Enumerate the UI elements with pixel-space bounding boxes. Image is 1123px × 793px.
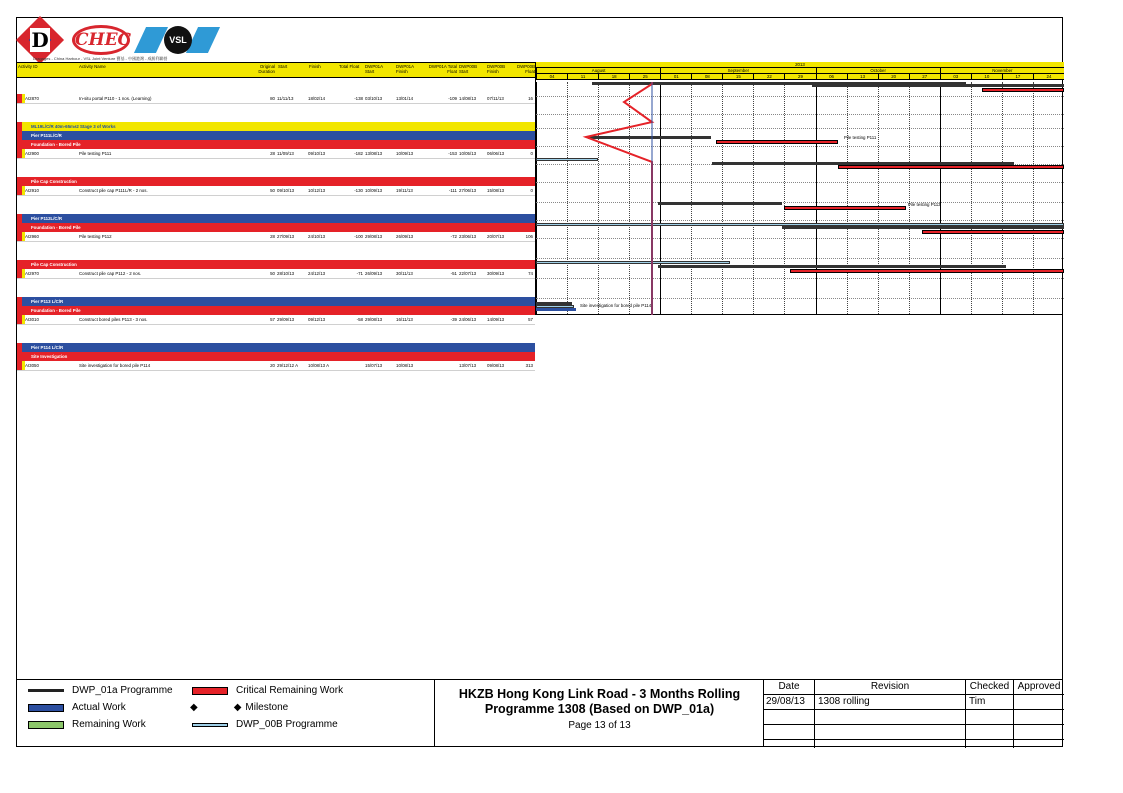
cell-f2: 15/08/13: [487, 188, 505, 193]
cell-tf1: -111: [448, 188, 457, 193]
cell-s2: 23/06/13: [459, 234, 477, 239]
cell-tf2: 313: [525, 363, 533, 368]
cell-s1: 15/07/13: [365, 363, 383, 368]
cell-start: 11/11/13: [277, 96, 294, 101]
cell-id: AI2900: [25, 151, 39, 156]
cell-finish: 10/12/13: [308, 188, 326, 193]
cell-dur: 57: [270, 317, 275, 322]
milestone-icon: ◆: [190, 702, 198, 713]
label-pile-testing-p111: Pile testing P111: [844, 135, 877, 140]
cell-dur: 50: [270, 188, 275, 193]
cell-id: AI2870: [25, 96, 39, 101]
table-row: [17, 269, 535, 279]
week-header: 22: [753, 74, 784, 79]
table-row: [17, 232, 535, 242]
cell-f2: 07/11/13: [487, 96, 504, 101]
cell-tf: -182: [354, 151, 363, 156]
revision-block: [763, 679, 1063, 747]
band-label: Pier P112L/C/R: [31, 216, 62, 221]
col-dwp00b-finish: DWP00B Finish: [487, 64, 506, 74]
group-band: [17, 343, 535, 352]
cell-f2: 20/07/13: [487, 234, 505, 239]
cell-finish: 09/10/13: [308, 151, 326, 156]
group-band: [17, 214, 535, 223]
col-start: Start: [278, 64, 288, 69]
cell-s1: 26/09/13: [365, 271, 383, 276]
week-header: 17: [1002, 74, 1033, 79]
date-header: Date: [778, 681, 800, 692]
col-dwp01a-float: DWP01A Total Float: [428, 64, 457, 74]
cell-name: Pile testing P111: [79, 151, 112, 156]
band-label: Pier P111L/C/R: [31, 133, 62, 138]
cell-f1: 19/11/13: [396, 188, 413, 193]
cell-start: 27/09/13: [277, 234, 295, 239]
cell-start: 29/09/13: [277, 317, 295, 322]
week-header: 24: [1033, 74, 1064, 79]
cell-start: 29/12/12 A: [277, 363, 298, 368]
table-header: [17, 62, 535, 78]
cell-start: 28/10/13: [277, 271, 295, 276]
col-activity-id: Activity ID: [18, 64, 38, 69]
group-band: [17, 131, 535, 140]
week-header: 29: [784, 74, 815, 79]
cell-f1: 30/11/13: [396, 271, 413, 276]
group-band: [17, 297, 535, 306]
vsl-logo: VSL: [140, 23, 222, 57]
cell-start: 11/09/13: [277, 151, 294, 156]
month-header: September: [660, 68, 815, 73]
cell-name: Pile testing P112: [79, 234, 112, 239]
legend-dwp01a: DWP_01a Programme: [28, 685, 173, 696]
cell-tf1: -39: [450, 317, 457, 322]
band-label: ML19L/C/R 40m-65m±2 Stage 3 of Works: [31, 124, 116, 129]
group-band: [17, 122, 535, 131]
group-band: [17, 223, 535, 232]
group-band: [17, 177, 535, 186]
approved-header: Approved: [1017, 681, 1061, 692]
cell-name: In-situ portal P110 - 1 nos. (Learning): [79, 96, 152, 101]
checked-header: Checked: [969, 681, 1010, 692]
cell-dur: 50: [270, 271, 275, 276]
joint-venture-name: Dragages - China Harbour - VSL Joint Venture 寶基 - 中國港灣 - 威勝利聯營: [33, 56, 168, 61]
cell-tf: -138: [354, 96, 363, 101]
col-dwp00b-start: DWP00B Start: [459, 64, 478, 74]
band-label: Pier P114 L/C/R: [31, 345, 64, 350]
table-row: [17, 315, 535, 325]
col-dwp00b-float: DWP00B Float: [516, 64, 535, 74]
cell-tf1: -51: [450, 271, 457, 276]
band-label: Foundation - Bored Pile: [31, 308, 81, 313]
gantt-chart: [535, 62, 1063, 315]
cell-s1: 03/10/13: [365, 96, 383, 101]
cell-start: 09/10/13: [277, 188, 295, 193]
col-orig-duration: Original Duration: [258, 64, 275, 74]
cell-f1: 16/11/13: [396, 317, 413, 322]
cell-f1: 13/01/14: [396, 96, 414, 101]
legend-remaining: Remaining Work: [28, 719, 146, 730]
table-row: [17, 149, 535, 159]
week-header: 18: [598, 74, 629, 79]
revision-date: 29/08/13: [766, 696, 805, 707]
cell-tf2: 0: [530, 151, 533, 156]
gantt-year: 2013: [536, 62, 1064, 68]
cell-f2: 06/06/13: [487, 151, 505, 156]
week-header: 27: [909, 74, 940, 79]
cell-s1: 29/08/13: [365, 317, 383, 322]
cell-name: Construct bored piles P113 - 3 nos.: [79, 317, 148, 322]
cell-id: AI2910: [25, 188, 39, 193]
cell-finish: 18/02/14: [308, 96, 326, 101]
band-label: Pile Cap Construction: [31, 179, 77, 184]
cell-finish: 24/12/13: [308, 271, 326, 276]
cell-tf1: -109: [448, 96, 457, 101]
week-header: 01: [660, 74, 691, 79]
cell-dur: 28: [270, 151, 275, 156]
title-block: [434, 679, 763, 747]
cell-tf2: 57: [528, 317, 533, 322]
cell-id: AI3010: [25, 317, 39, 322]
table-row: [17, 361, 535, 371]
chec-logo: CHEC: [72, 25, 130, 55]
cell-tf: -58: [356, 317, 363, 322]
band-label: Pier P113 L/C/R: [31, 299, 64, 304]
revision-text: 1308 rolling: [818, 696, 870, 707]
cell-s2: 14/08/13: [459, 96, 477, 101]
cell-s1: 10/09/13: [365, 188, 383, 193]
cell-name: Site investigation for bored pile P114: [79, 363, 151, 368]
week-header: 15: [722, 74, 753, 79]
activity-table: [17, 62, 535, 368]
label-site-investigation: Site investigation for bored pile P114: [580, 303, 652, 308]
col-total-float: Total Float: [339, 64, 360, 69]
week-header: 08: [691, 74, 722, 79]
legend: [16, 679, 434, 747]
cell-tf2: 0: [530, 188, 533, 193]
document-subtitle: Programme 1308 (Based on DWP_01a): [484, 702, 715, 716]
cell-s2: 13/07/13: [459, 363, 477, 368]
cell-f1: 10/09/13: [396, 151, 414, 156]
cell-s1: 29/08/13: [365, 234, 383, 239]
cell-dur: 28: [270, 234, 275, 239]
col-activity-name: Activity Name: [79, 64, 106, 69]
logo-strip: [18, 19, 222, 61]
cell-tf: -71: [356, 271, 363, 276]
week-header: 06: [816, 74, 847, 79]
band-label: Foundation - Bored Pile: [31, 225, 81, 230]
cell-f2: 09/08/13: [487, 363, 505, 368]
cell-s2: 27/06/13: [459, 188, 477, 193]
legend-critical: Critical Remaining Work: [192, 685, 343, 696]
week-header: 10: [971, 74, 1002, 79]
cell-s2: 10/05/13: [459, 151, 477, 156]
dragages-logo: D: [18, 23, 62, 57]
month-header: August: [536, 68, 660, 73]
cell-tf1: -153: [448, 151, 457, 156]
week-header: 04: [536, 74, 567, 79]
cell-f1: 26/09/13: [396, 234, 414, 239]
label-pile-testing-p113: Pile testing P113: [908, 202, 941, 207]
legend-actual: Actual Work: [28, 702, 126, 713]
month-header: November: [940, 68, 1064, 73]
cell-s1: 13/08/13: [365, 151, 383, 156]
cell-f2: 14/09/13: [487, 317, 505, 322]
cell-s2: 24/06/13: [459, 317, 477, 322]
cell-finish: 09/12/13: [308, 317, 326, 322]
cell-finish: 10/08/13 A: [308, 363, 329, 368]
cell-tf2: 106: [525, 234, 533, 239]
col-dwp01a-start: DWP01A Start: [365, 64, 383, 74]
cell-name: Construct pile cap P111L/R - 2 nos.: [79, 188, 148, 193]
band-label: Site Investigation: [31, 354, 68, 359]
week-header: 13: [847, 74, 878, 79]
group-band: [17, 140, 535, 149]
cell-dur: 20: [270, 363, 275, 368]
group-band: [17, 306, 535, 315]
table-row: [17, 186, 535, 196]
document-title: HKZB Hong Kong Link Road - 3 Months Rolling: [458, 687, 741, 701]
cell-f2: 30/09/13: [487, 271, 505, 276]
cell-id: AI2970: [25, 271, 39, 276]
checked-by: Tim: [969, 696, 986, 707]
revision-header: Revision: [870, 681, 910, 692]
cell-tf: -100: [354, 234, 363, 239]
week-header: 20: [878, 74, 909, 79]
group-band: [17, 260, 535, 269]
legend-milestone: ◆ ◆ Milestone: [190, 702, 289, 713]
week-header: 11: [567, 74, 598, 79]
col-dwp01a-finish: DWP01A Finish: [396, 64, 414, 74]
cell-finish: 24/10/13: [308, 234, 326, 239]
band-label: Pile Cap Construction: [31, 262, 77, 267]
legend-dwp00b: DWP_00B Programme: [192, 719, 338, 730]
milestone-icon-2: ◆: [233, 702, 242, 713]
progress-line: [536, 62, 1064, 315]
cell-tf: -130: [354, 188, 363, 193]
cell-tf2: 16: [528, 96, 533, 101]
cell-f1: 10/08/13: [396, 363, 414, 368]
cell-id: AI2960: [25, 234, 39, 239]
week-header: 25: [629, 74, 660, 79]
cell-id: AI3050: [25, 363, 39, 368]
cell-name: Construct pile cap P112 - 2 nos.: [79, 271, 142, 276]
table-row: [17, 94, 535, 104]
page-number: Page 13 of 13: [568, 720, 631, 731]
group-band: [17, 352, 535, 361]
cell-dur: 80: [270, 96, 275, 101]
cell-tf2: 74: [528, 271, 533, 276]
cell-tf1: -72: [450, 234, 457, 239]
week-header: 03: [940, 74, 971, 79]
cell-s2: 22/07/13: [459, 271, 477, 276]
band-label: Foundation - Bored Pile: [31, 142, 81, 147]
col-finish: Finish: [309, 64, 321, 69]
month-header: October: [816, 68, 940, 73]
